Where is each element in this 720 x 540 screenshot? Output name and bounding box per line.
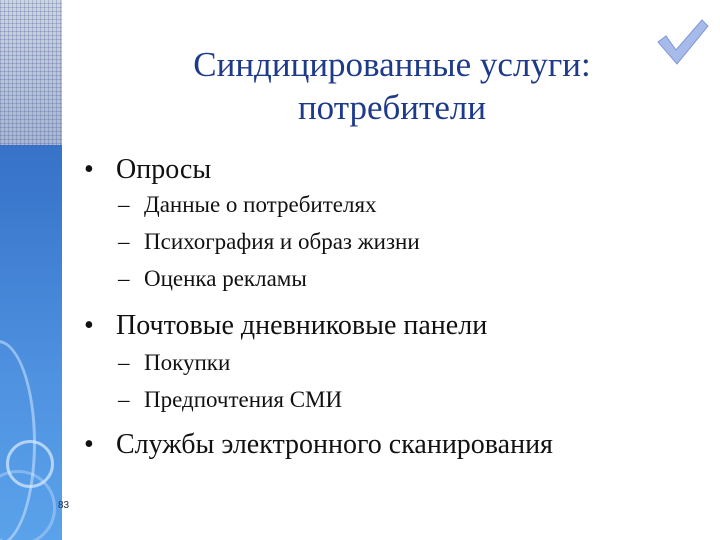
- sub-item-text: Данные о потребителях: [144, 192, 377, 217]
- bullet-mark: •: [84, 429, 94, 460]
- dash-mark: –: [118, 387, 130, 412]
- bullet-item: [84, 310, 714, 342]
- sub-item: [84, 387, 714, 413]
- bullet-item: [84, 154, 714, 186]
- sub-item: [84, 350, 714, 376]
- slide-content: [62, 0, 720, 540]
- bullet-text: Почтовые дневниковые панели: [116, 310, 488, 341]
- sub-item: [84, 192, 714, 218]
- dash-mark: –: [118, 266, 130, 291]
- bullet-mark: •: [84, 310, 94, 341]
- dash-mark: –: [118, 229, 130, 254]
- slide-title: [122, 44, 662, 129]
- sub-item-text: Оценка рекламы: [144, 266, 307, 291]
- grid-shade: [0, 0, 62, 145]
- sub-item-text: Психография и образ жизни: [144, 229, 420, 254]
- bullet-mark: •: [84, 154, 94, 185]
- bullet-item: [84, 429, 714, 461]
- sidebar-decoration: [0, 0, 62, 540]
- sub-item: [84, 229, 714, 255]
- sub-item: [84, 266, 714, 292]
- checkmark-icon: [652, 14, 712, 74]
- dash-mark: –: [118, 192, 130, 217]
- decorative-ring: [0, 470, 56, 540]
- sub-item-text: Покупки: [144, 350, 231, 375]
- title-line-2: потребители: [297, 87, 487, 127]
- dash-mark: –: [118, 350, 130, 375]
- bullet-text: Опросы: [116, 154, 212, 185]
- bullet-text: Службы электронного сканирования: [116, 429, 553, 460]
- sub-item-text: Предпочтения СМИ: [144, 387, 343, 412]
- bullet-list: [84, 154, 714, 461]
- title-line-1: Синдицированные услуги:: [193, 45, 591, 84]
- page-number: 83: [58, 500, 70, 511]
